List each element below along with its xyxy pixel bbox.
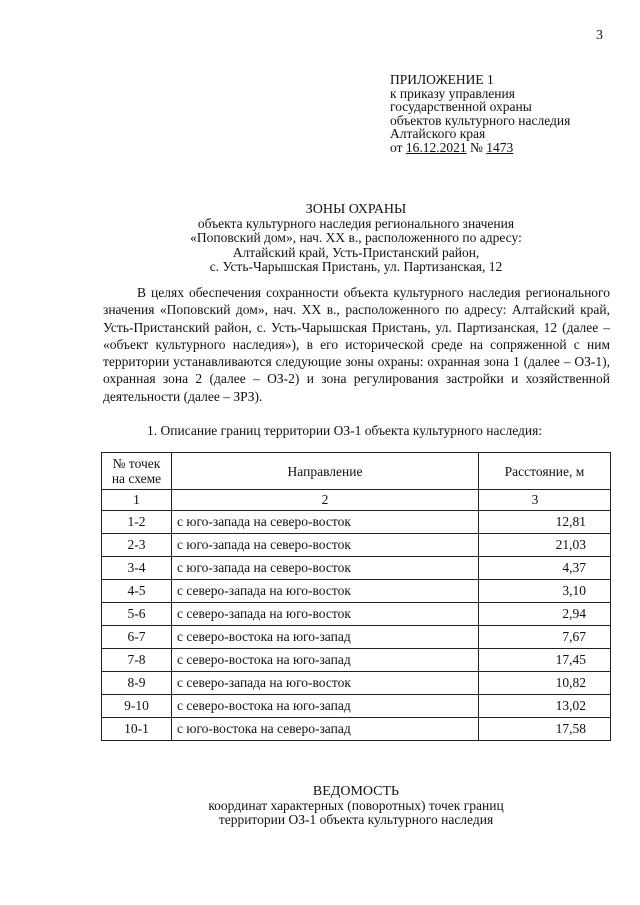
title-line: объекта культурного наследия регионального значения — [197, 216, 515, 232]
header-points: № точек на схеме — [102, 453, 172, 490]
title-line: «Поповский дом», нач. XX в., расположенного по адресу: — [190, 230, 522, 246]
order-number: 1473 — [486, 139, 514, 155]
distance-cell: 4,37 — [479, 557, 611, 580]
direction-cell: с северо-запада на юго-восток — [172, 603, 479, 626]
footer-heading-block — [100, 785, 612, 826]
page-number: 3 — [596, 28, 603, 43]
footer-line: координат характерных (поворотных) точек границ — [208, 797, 504, 813]
points-cell: 2-3 — [102, 534, 172, 557]
table-row — [102, 626, 611, 649]
boundary-table — [101, 452, 611, 741]
title-line: с. Усть-Чарышская Пристань, ул. Партизанская, 12 — [209, 258, 503, 274]
table-row — [102, 534, 611, 557]
points-cell: 4-5 — [102, 580, 172, 603]
table-row — [102, 557, 611, 580]
points-cell: 7-8 — [102, 649, 172, 672]
appendix-line: к приказу управления — [390, 85, 515, 101]
points-cell: 9-10 — [102, 695, 172, 718]
direction-cell: с северо-запада на юго-восток — [172, 580, 479, 603]
distance-cell: 13,02 — [479, 695, 611, 718]
header-direction: Направление — [172, 453, 479, 490]
points-cell: 3-4 — [102, 557, 172, 580]
points-cell: 6-7 — [102, 626, 172, 649]
distance-cell: 17,58 — [479, 718, 611, 741]
footer-heading: ВЕДОМОСТЬ — [312, 784, 400, 799]
table-row — [102, 580, 611, 603]
intro-paragraph: В целях обеспечения сохранности объекта культурного наследия регионального значения «Поповский дом», нач. XX в., расположенного по адресу: Алтайский край, Усть-Пристанский район, с. Усть-Чарышская Пристань, ул. Партизанская, 12 (далее – «объект культурного наследия»), в его исторической среде на сопряженной с ним территории устанавливаются следующие зоны охраны: охранная зона 1 (далее – ОЗ-1), охранная зона 2 (далее – ОЗ-2) и зона регулирования застройки и хозяйственной деятельности (далее – ЗРЗ). — [103, 285, 610, 404]
table-row — [102, 672, 611, 695]
footer-line: территории ОЗ-1 объекта культурного наследия — [218, 811, 494, 827]
direction-cell: с северо-востока на юго-запад — [172, 626, 479, 649]
table-row — [102, 511, 611, 534]
title-heading: ЗОНЫ ОХРАНЫ — [305, 202, 407, 217]
table-index-row — [102, 490, 611, 511]
header-distance: Расстояние, м — [479, 453, 611, 490]
table-header-row — [102, 453, 611, 490]
appendix-line: Алтайского края — [390, 126, 486, 142]
direction-cell: с северо-запада на юго-восток — [172, 672, 479, 695]
distance-cell: 10,82 — [479, 672, 611, 695]
title-line: Алтайский край, Усть-Пристанский район, — [232, 244, 480, 260]
table-row — [102, 603, 611, 626]
direction-cell: с юго-запада на северо-восток — [172, 511, 479, 534]
table-row — [102, 695, 611, 718]
direction-cell: с северо-востока на юго-запад — [172, 649, 479, 672]
section-subheading: 1. Описание границ территории ОЗ-1 объекта культурного наследия: — [147, 423, 543, 438]
index-cell: 2 — [172, 490, 479, 511]
direction-cell: с юго-запада на северо-восток — [172, 534, 479, 557]
distance-cell: 2,94 — [479, 603, 611, 626]
direction-cell: с юго-востока на северо-запад — [172, 718, 479, 741]
table-row — [102, 718, 611, 741]
document-title — [100, 203, 612, 274]
points-cell: 8-9 — [102, 672, 172, 695]
distance-cell: 21,03 — [479, 534, 611, 557]
direction-cell: с юго-запада на северо-восток — [172, 557, 479, 580]
index-cell: 1 — [102, 490, 172, 511]
table-row — [102, 649, 611, 672]
points-cell: 10-1 — [102, 718, 172, 741]
distance-cell: 12,81 — [479, 511, 611, 534]
appendix-line: государственной охраны — [390, 99, 532, 115]
direction-cell: с северо-востока на юго-запад — [172, 695, 479, 718]
distance-cell: 3,10 — [479, 580, 611, 603]
index-cell: 3 — [479, 490, 611, 511]
appendix-title: ПРИЛОЖЕНИЕ 1 — [390, 72, 494, 87]
distance-cell: 7,67 — [479, 626, 611, 649]
points-cell: 5-6 — [102, 603, 172, 626]
distance-cell: 17,45 — [479, 649, 611, 672]
appendix-date-line — [390, 141, 570, 155]
appendix-block — [390, 73, 570, 155]
points-cell: 1-2 — [102, 511, 172, 534]
date-prefix: от — [390, 139, 403, 155]
number-prefix: № — [469, 139, 483, 155]
appendix-line: объектов культурного наследия — [390, 112, 571, 128]
order-date: 16.12.2021 — [405, 139, 467, 155]
